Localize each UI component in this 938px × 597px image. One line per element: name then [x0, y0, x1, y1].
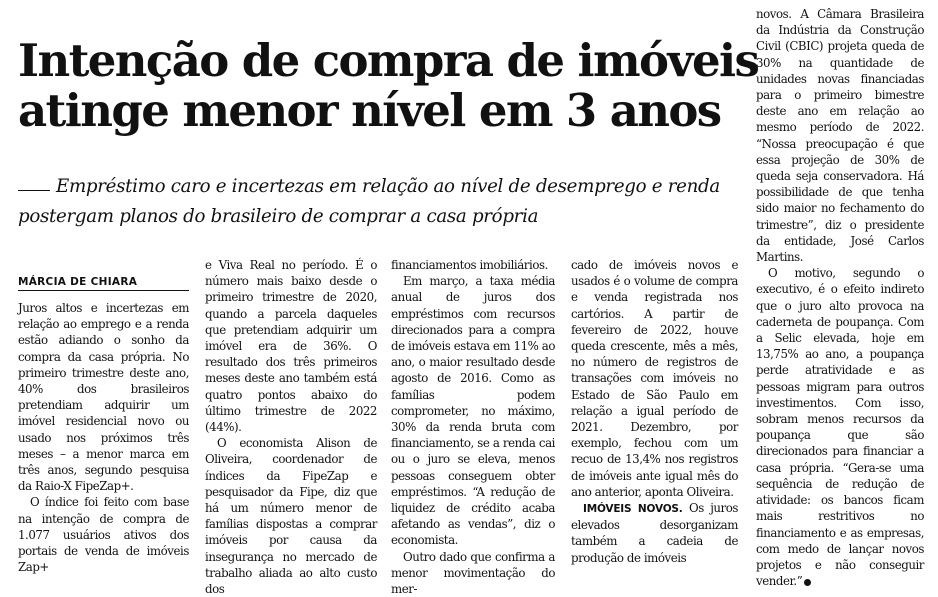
headline-line-2: atinge menor nível em 3 anos: [18, 84, 721, 137]
paragraph: cado de imóveis novos e usados é o volume de compra e venda registrada nos cartórios. A partir de fevereiro de 2022, houve queda crescente, mês a mês, no número de registros de transações com imóveis no Estado de São Paulo em relação a igual período de 2021. Dezembro, por exemplo, fechou com um recuo de 13,4% nos registros de imóveis ante igual mês do ano anterior, aponta Oliveira.: [571, 258, 738, 499]
article-column-2: [205, 257, 377, 597]
paragraph-final: [756, 265, 924, 589]
paragraph: Em março, a taxa média anual de juros dos empréstimos com recursos direcionados para a compra de imóveis estava em 11% ao ano, o maior resultado desde agosto de 2016. Como as famílias podem comprometer, no máximo, 30% da renda bruta com financiamento, se a renda cai ou o juro se eleva, menos pessoas conseguem obter empréstimos. “A redução de liquidez de crédito acaba afetando as vendas”, diz o economista.: [391, 274, 555, 548]
paragraph: novos. A Câmara Brasileira da Indústria da Construção Civil (CBIC) projeta queda de 30% na quantidade de unidades novas financiadas para o primeiro bimestre deste ano em relação ao mesmo período de 2022. “Nossa preocupação é que essa projeção de 30% de queda seja conservadora. Há possibilidade de que tenha sido maior no fechamento do trimestre”, diz o presidente da entidade, José Carlos Martins.: [756, 7, 924, 265]
subheadline: [18, 172, 730, 232]
dash-rule: [18, 190, 50, 191]
article-column-4: [571, 257, 738, 566]
end-mark-icon: [804, 579, 811, 586]
paragraph: O índice foi feito com base na intenção de compra de 1.077 usuários ativos dos portais de venda de imóveis Zap+: [18, 495, 189, 575]
paragraph: financiamentos imobiliários.: [391, 258, 548, 272]
headline: [18, 34, 759, 137]
byline: MÁRCIA DE CHIARA: [18, 276, 189, 291]
section-kicker: IMÓVEIS NOVOS.: [583, 503, 683, 516]
paragraph-text: O motivo, segundo o executivo, é o efeito indireto que o juro alto provoca na caderneta de poupança. Com a Selic elevada, hoje em 13,75% ao ano, a poupança perde atratividade e as pessoas migram para outros investimentos. Com isso, sobram menos recursos da poupança que são direcionados para financiar a casa própria. “Gera-se uma sequência de redução de atividade: os bancos ficam mais restritivos no financiamento e as empresas, com medo de lançar novos projetos e não conseguir vender.”: [756, 266, 924, 589]
article-column-5: [756, 6, 924, 589]
subheadline-text: Empréstimo caro e incertezas em relação ao nível de desemprego e renda postergam planos do brasileiro de comprar a casa própria: [18, 176, 720, 227]
paragraph-text: Os juros elevados desorganizam também a cadeia de produção de imóveis: [571, 501, 738, 565]
paragraph: O economista Alison de Oliveira, coordenador de índices da FipeZap e pesquisador da Fipe, diz que há um número menor de famílias dispostas a comprar imóveis por causa da insegurança no mercado de trabalho aliada ao alto custo dos: [205, 436, 377, 597]
article-column-1: [18, 300, 189, 575]
paragraph-with-kicker: [571, 500, 738, 566]
paragraph: e Viva Real no período. É o número mais baixo desde o primeiro trimestre de 2020, quando a parcela daqueles que pretendiam adquirir um imóvel era de 36%. O resultado dos três primeiros meses deste ano também está quatro pontos abaixo do último trimestre de 2022 (44%).: [205, 258, 377, 435]
paragraph: Outro dado que confirma a menor movimentação do mer-: [391, 549, 555, 597]
paragraph: Juros altos e incertezas em relação ao emprego e a renda estão adiando o sonho da compra da casa própria. No primeiro trimestre deste ano, 40% dos brasileiros pretendiam adquirir um imóvel residencial novo ou usado nos próximos três meses – a menor marca em três anos, segundo pesquisa da Raio-X FipeZap+.: [18, 301, 189, 494]
headline-line-1: Intenção de compra de imóveis: [18, 34, 759, 87]
article-column-3: [391, 257, 555, 597]
